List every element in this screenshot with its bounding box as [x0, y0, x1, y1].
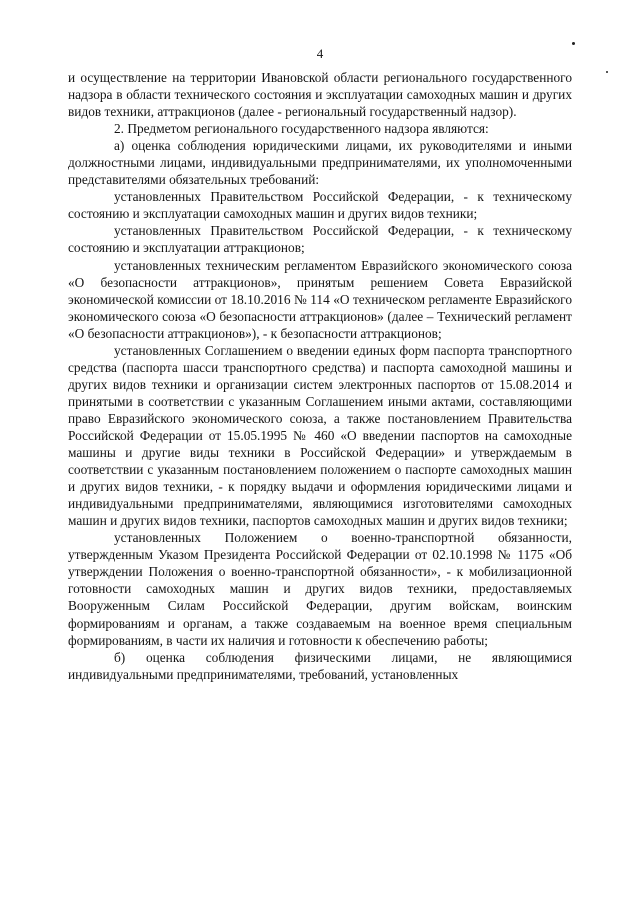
page-number: 4	[316, 46, 324, 61]
paragraph-requirement-machines: установленных Правительством Российской Федерации, - к техническому состоянию и эксплуатации самоходных машин и других видов техники;	[68, 189, 572, 222]
paragraph-requirement-attractions: установленных Правительством Российской Федерации, - к техническому состоянию и эксплуатации аттракционов;	[68, 223, 572, 256]
paragraph-requirement-passports: установленных Соглашением о введении единых форм паспорта транспортного средства (паспорта шасси транспортного средства) и паспорта самоходной машины и других видов техники и организации систем электронных паспортов от 15.08.2014 и принятыми в соответствии с указанным Соглашением иными актами, составляющими право Евразийского экономического союза, а также постановлением Правительства Российской Федерации от 15.05.1995 № 460 «О введении паспортов на самоходные машины и другие виды техники в Российской Федерации» и утверждаемым в соответствии с указанным постановлением положением о паспорте самоходных машин и других видов техники, - к порядку выдачи и оформления юридическими лицами и индивидуальными предпринимателями, являющимися изготовителями самоходных машин и других видов техники, паспортов самоходных машин и других видов техники;	[68, 342, 572, 529]
scan-speck-mark	[572, 42, 575, 45]
scan-speck-mark	[606, 71, 608, 73]
paragraph-requirement-tech-regulation: установленных техническим регламентом Евразийского экономического союза «О безопасности аттракционов», принятым решением Совета Евразийской экономической комиссии от 18.10.2016 № 114 «О техническом регламенте Евразийского экономического союза «О безопасности аттракционов» (далее – Технический регламент «О безопасности аттракционов»), - к безопасности аттракционов;	[68, 257, 572, 341]
paragraph-item-2: 2. Предметом регионального государственного надзора являются:	[114, 121, 489, 137]
paragraph-subitem-b: б) оценка соблюдения физическими лицами, не являющимися индивидуальными предпринимателями, требований, установленных	[68, 649, 572, 682]
paragraph-intro-continuation: и осуществление на территории Ивановской области регионального государственного надзора в области технического состояния и эксплуатации самоходных машин и других видов техники, аттракционов (далее - региональный государственный надзор).	[68, 70, 572, 120]
body-text	[68, 69, 572, 683]
paragraph-subitem-a: а) оценка соблюдения юридическими лицами, их руководителями и иными должностными лицами, индивидуальными предпринимателями, их уполномоченными представителями обязательных требований:	[68, 138, 572, 188]
paragraph-requirement-military: установленных Положением о военно-транспортной обязанности, утвержденным Указом Президента Российской Федерации от 02.10.1998 № 1175 «Об утверждении Положения о военно-транспортной обязанности», - к мобилизационной готовности самоходных машин и других видов техники, предоставляемых Вооруженным Силам Российской Федерации, другим войскам, воинским формированиям и органам, а также создаваемым на военное время специальным формированиям, в части их наличия и готовности к обеспечению работы;	[68, 530, 572, 648]
